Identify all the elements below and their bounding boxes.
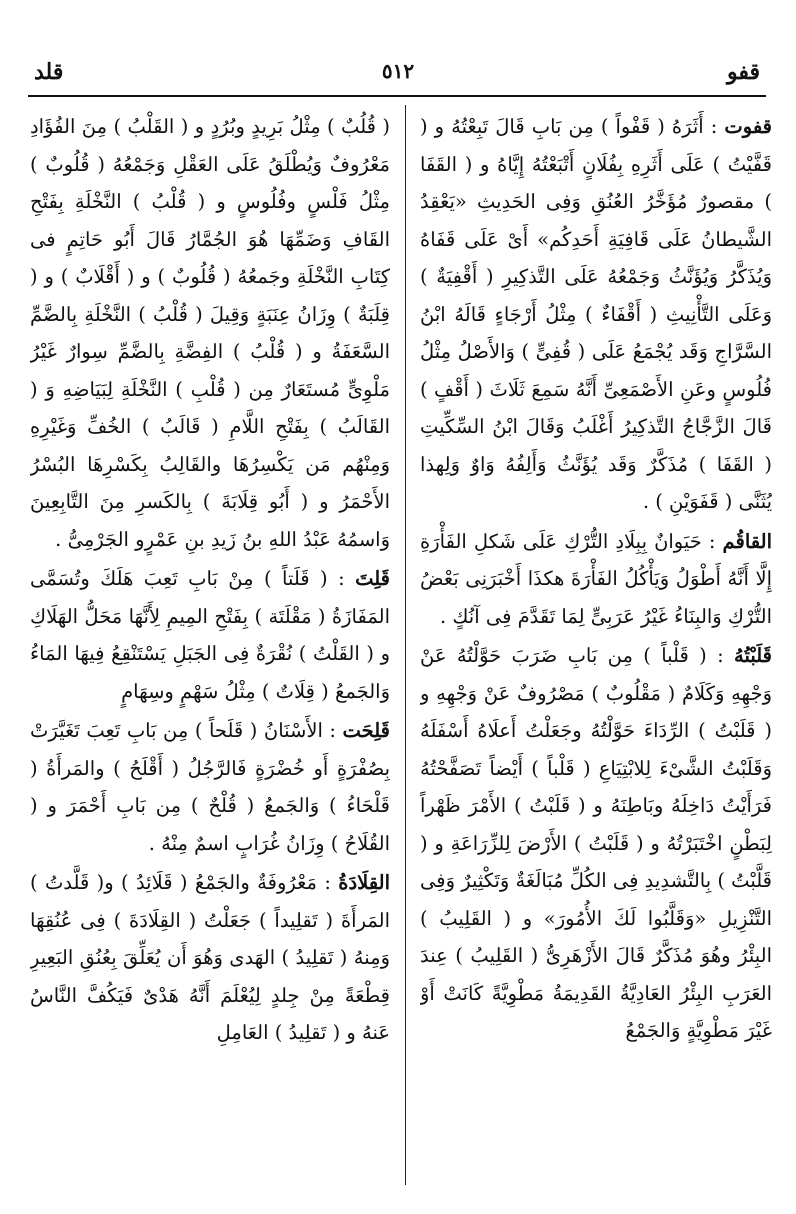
entry-text: : مَعْرُوفَةٌ والجَمْعُ ( قَلَائِدُ ) و( قَلَّدتُ ) المَرأَةَ ( تَقلِيداً ) جَعَلْتُ ( القِلَادَةَ ) فِى عُنُقِهَا وَمِنهُ ( تَقلِيدُ ) الهَدى وَهُوَ أَن يُعَلِّقَ بِعُنُقِ البَعِيرِ قِطْعَةً مِنْ جِلدٍ لِيُعْلَمَ أَنَّهُ هَدْىٌ فَيَكُفَّ النَّاسُ عَنهُ و ( تَقلِيدُ ) العَامِلِ	[30, 871, 390, 1044]
entry-text: : ( قَلَتاً ) مِنْ بَابِ تَعِبَ هَلَكَ وتُسَمَّى المَفَازَةُ ( مَقْلَتَة ) بِفَتْحِ المِيمِ لِأَنَّهَا مَحَلُّ الهَلَاكِ و ( القَلْتُ ) نُقْرَةٌ فِى الجَبَلِ يَسْتَنْقِعُ فِيهَا المَاءُ وَالجَمعُ ( قِلَاتٌ ) مِثْلُ سَهْمٍ وسِهَامٍ	[30, 567, 390, 703]
page-number: ٥١٢	[381, 59, 415, 83]
entry	[420, 523, 772, 636]
header-keyword-left: قلد	[34, 59, 64, 85]
right-column	[420, 108, 772, 1198]
entry-text: : الأَسْنَانُ ( قَلَحاً ) مِن بَابِ تَعِبَ تَغَيَّرَتْ بِصُفْرَةٍ أَو خُضْرَةٍ فَالرَّجُلُ ( أَقْلَحُ ) والمَرأَةُ ( قَلْحَاءُ ) وَالجَمعُ ( قُلْحٌ ) مِن بَابِ أَحْمَرَ و ( القُلَاحُ ) وِزَانُ غُرَابٍ اسمٌ مِنْهُ .	[30, 719, 390, 855]
entry	[420, 108, 772, 521]
entry-text: : أَثَرَهُ ( قَفْواً ) مِن بَابِ قَالَ تَبِعْتُهُ و ( قَفَّيْتُ ) عَلَى أَثَرِهِ بِفُلَانٍ أَتْبَعْتُهُ إِيَّاهُ و ( القَفَا ) مقصورٌ مُؤَخَّرُ العُنُقِ وَفِى الحَدِيثِ «يَعْقِدُ الشَّيطانُ عَلَى قَافِيَةِ أَحَدِكُم» أَىْ عَلَى قَفَاهُ وَيُذَكَّرُ وَيُؤَنَّثُ وَجَمْعُهُ عَلَى التَّذكِيرِ ( أَقْفِيَةٌ ) وَعَلَى التَّأْنِيثِ ( أَقْفَاءٌ ) مِثْلُ أَرْجَاءٍ قَالَهُ ابْنُ السَّرَّاجِ وَقَد يُجْمَعُ عَلَى ( قُفِىٍّ ) وَالأَصْلُ مِثْلُ فُلُوسٍ وعَنِ الأَصْمَعِىِّ أَنَّهُ سَمِعَ ثَلَاثَ ( أَقْفٍ ) قَالَ الزَّجَّاجُ التَّذكِيرُ أَغْلَبُ وَقَالَ ابْنُ السِّكِّيتِ ( القَفَا ) مُذَكَّرٌ وَقَد يُؤَنَّثُ وَأَلِفُهُ وَاوٌ وَلِهذا يُثَنَّى ( قَفَوَيْنِ ) .	[420, 115, 772, 513]
entry-text: ( قُلُبٌ ) مِثْلُ بَرِيدٍ وبُرُدٍ و ( القَلْبُ ) مِنَ الفُؤَادِ مَعْرُوفٌ وَيُطْلَقُ عَلَى العَقْلِ وَجَمْعُهُ ( قُلُوبٌ ) مِثْلُ فَلْسٍ وفُلُوسٍ و ( قُلْبُ ) النَّخْلَةِ بِفَتْحِ القَافِ وَضَمِّهَا هُوَ الجُمَّارُ قَالَ أَبُو حَاتِمٍ فى كِتَابِ النَّخْلَةِ وجَمعُهُ ( قُلُوبٌ ) و ( أَقْلَابٌ ) و ( قِلَبَةٌ ) وِزَانُ عِنَبَةٍ وَقِيلَ ( قُلْبُ ) النَّخْلَةِ بِالضَّمِّ السَّعَفَةُ و ( قُلْبُ ) الفِضَّةِ بِالضَّمِّ سِوارٌ غَيْرُ مَلْوِىٍّ مُستَعَارٌ مِن ( قُلْبِ ) النَّخْلَةِ لِبَيَاضِهِ وَ ( القَالَبُ ) بِفَتْحِ اللَّامِ ( قَالَبُ ) الخُفِّ وَغَيْرِهِ وَمِنْهُم مَن يَكْسِرُهَا والقَالِبُ بِكَسْرِهَا البُسْرُ الأَحْمَرُ و ( أَبُو قِلَابَةَ ) بِالكَسرِ مِنَ التَّابِعِينَ وَاسمُهُ عَبْدُ اللهِ بنُ زَيدِ بنِ عَمْرٍو الجَرْمِىُّ .	[30, 115, 390, 551]
entry-text: : حَيَوانٌ بِبِلَادِ التُّرْكِ عَلَى شَكلِ الفَأْرَةِ إِلَّا أَنَّهُ أَطْوَلُ وَيَأْكُلُ الفَأْرَةَ هكذَا أَخْبَرَنِى بَعْضُ التُّرْكِ وَالبِنَاءُ غَيْرُ عَرَبِىٍّ لِمَا تَقَدَّمَ فِى آنُكٍ .	[420, 529, 772, 628]
entry-headword: قَلِتَ	[355, 567, 390, 590]
entry	[30, 864, 390, 1052]
entry	[30, 108, 390, 558]
entry-headword: قَلِحَت	[342, 719, 390, 742]
entry-headword: قفوت	[724, 115, 772, 138]
header-rule	[28, 95, 766, 97]
entry-text: : ( قَلْباً ) مِن بَابِ ضَرَبَ حَوَّلْتُهُ عَنْ وَجْهِهِ وَكَلَامٌ ( مَقْلُوبٌ ) مَصْرُوفٌ عَنْ وَجْهِهِ و ( قَلَبْتُ ) الرِّدَاءَ حَوَّلْتُهُ وجَعَلْتُ أَعلَاهُ أَسْفَلَهُ وَقَلَبْتُ الشَّىْءَ لِلابْتِيَاعِ ( قَلْباً ) أَيْضاً تَصَفَّحْتُهُ فَرَأَيْتُ دَاخِلَهُ وبَاطِنَهُ و ( قَلَبْتُ ) الأَمْرَ ظَهْراً لِبَطْنٍ اخْتَبَرْتُهُ و ( قَلَبْتُ ) الأَرْضَ لِلزِّرَاعَةِ و ( قَلَّبْتُ ) بِالتَّشدِيدِ فِى الكُلِّ مُبَالَغَةٌ وَتَكْثِيرٌ وَفِى التَّنْزِيلِ «وَقَلَّبُوا لَكَ الأُمُورَ» و ( القَلِيبُ ) البِئْرُ وهُوَ مُذَكَّرٌ قَالَ الأَزْهَرِىُّ ( القَلِيبُ ) عِندَ العَرَبِ البِئْرُ العَادِيَّةُ القَدِيمَةُ مَطْوِيَّةً كَانَتْ أَوْ غَيْرَ مَطْوِيَّةٍ وَالجَمْعُ	[420, 644, 772, 1042]
entry-headword: القاقُم	[722, 529, 772, 553]
column-divider	[405, 105, 406, 1185]
entry-headword: القِلَادَةُ	[338, 871, 390, 894]
entry	[30, 560, 390, 710]
header-keyword-right: قفو	[726, 59, 760, 85]
entry	[30, 712, 390, 862]
page-header	[30, 55, 766, 91]
left-column	[30, 108, 390, 1198]
entry-headword: قَلَبْتُهُ	[733, 644, 772, 667]
entry	[420, 637, 772, 1050]
